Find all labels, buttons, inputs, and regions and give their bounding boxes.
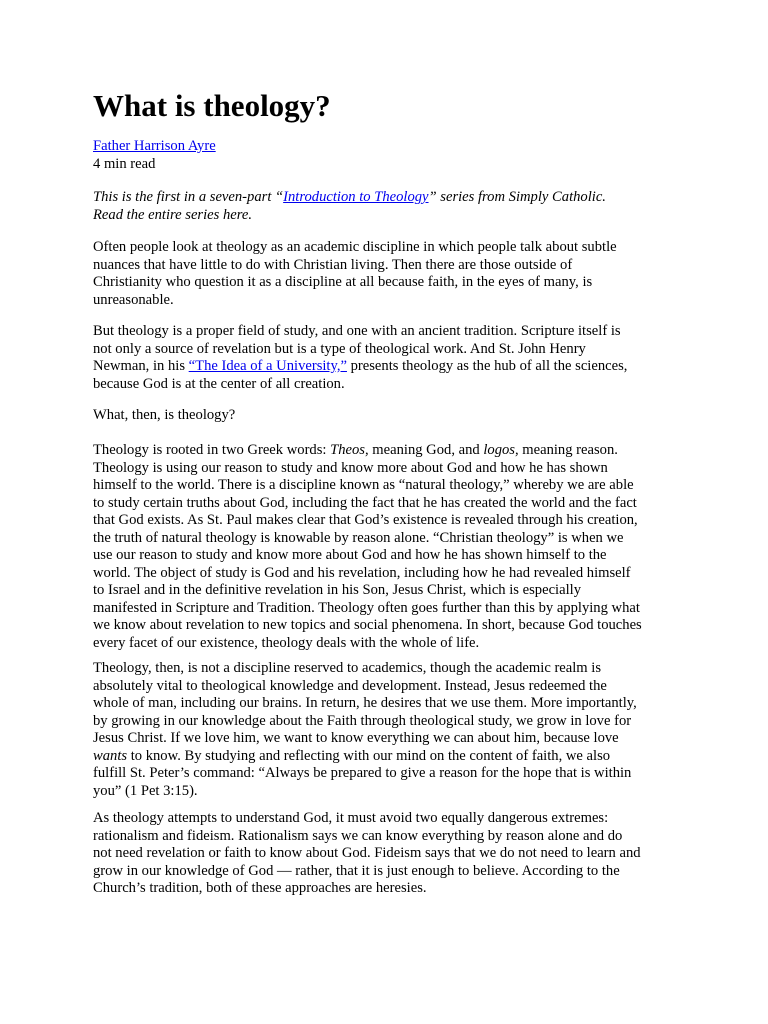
paragraph-line: absolutely vital to theological knowledge and development. Instead, Jesus redeemed the xyxy=(93,677,607,694)
idea-of-university-link[interactable]: “The Idea of a University,” xyxy=(188,358,347,374)
paragraph-line: himself to the world. There is a discipline known as “natural theology,” whereby we are able xyxy=(93,477,634,493)
paragraph-2 xyxy=(93,323,627,393)
paragraph-line: grow in our knowledge of God — rather, that it is just enough to believe. According to the xyxy=(93,862,620,879)
line-text: , meaning reason. xyxy=(514,442,618,458)
term-logos: logos xyxy=(483,442,515,458)
paragraph-line: But theology is a proper field of study, and one with an ancient tradition. Scripture itself is xyxy=(93,323,621,339)
intro-post: ” series from Simply Catholic. xyxy=(428,189,606,205)
paragraph-4 xyxy=(93,442,642,652)
series-link[interactable]: Introduction to Theology xyxy=(283,189,429,205)
paragraph-1 xyxy=(93,239,617,309)
paragraph-line: every facet of our existence, theology deals with the whole of life. xyxy=(93,634,480,651)
paragraph-line: Jesus Christ. If we love him, we want to know everything we can about him, because love xyxy=(93,730,619,746)
paragraph-line xyxy=(93,442,642,460)
paragraph-line: to Israel and in the definitive revelation in his Son, Jesus Christ, which is especially xyxy=(93,582,581,598)
paragraph-line: fulfill St. Peter’s command: “Always be prepared to give a reason for the hope that is within xyxy=(93,765,632,781)
paragraph-line: Church’s tradition, both of these approaches are heresies. xyxy=(93,880,427,896)
paragraph-line: rationalism and fideism. Rationalism says we can know everything by reason alone and do xyxy=(93,827,623,844)
intro-line-2: Read the entire series here. xyxy=(93,206,252,223)
paragraph-5 xyxy=(93,660,637,800)
line-text: , meaning God, and xyxy=(364,442,484,458)
paragraph-line: As theology attempts to understand God, it must avoid two equally dangerous extremes: xyxy=(93,810,609,826)
paragraph-line: manifested in Scripture and Tradition. Theology often goes further than this by applying what xyxy=(93,599,640,616)
paragraph-line: you” (1 Pet 3:15). xyxy=(93,782,198,799)
paragraph-line: world. The object of study is God and his revelation, including how he had revealed himself xyxy=(93,564,631,581)
paragraph-line: unreasonable. xyxy=(93,291,174,308)
paragraph-line: not need revelation or faith to know about God. Fideism says that we do not need to learn and xyxy=(93,845,641,861)
paragraph-6 xyxy=(93,810,641,898)
line-text: to know. By studying and reflecting with our mind on the content of faith, we also xyxy=(127,747,611,764)
paragraph-line: Theology is using our reason to study and know more about God and how he has shown xyxy=(93,459,608,476)
line-text: Theology is rooted in two Greek words: xyxy=(93,442,331,458)
paragraph-line: Christianity who question it as a discipline at all because faith, in the eyes of many, is xyxy=(93,274,593,290)
emphasis-wants: wants xyxy=(93,747,128,764)
read-time: 4 min read xyxy=(93,155,156,172)
paragraph-line: because God is at the center of all creation. xyxy=(93,375,345,392)
paragraph-3 xyxy=(93,407,235,425)
line-text: presents theology as the hub of all the sciences, xyxy=(346,358,628,374)
line-text: Newman, in his xyxy=(93,358,189,374)
paragraph-line: What, then, is theology? xyxy=(93,407,236,423)
paragraph-line: Often people look at theology as an academic discipline in which people talk about subtle xyxy=(93,239,617,255)
byline xyxy=(93,138,216,173)
paragraph-line xyxy=(93,358,627,376)
paragraph-line: to study certain truths about God, including the fact that he has created the world and the fact xyxy=(93,494,637,511)
paragraph-line: not only a source of revelation but is a type of theological work. And St. John Henry xyxy=(93,340,586,357)
paragraph-line: whole of man, including our brains. In return, he desires that we use them. More importantly, xyxy=(93,695,637,711)
paragraph-line: nuances that have little to do with Christian living. Then there are those outside of xyxy=(93,256,573,273)
intro-line-1 xyxy=(93,189,606,207)
paragraph-line xyxy=(93,748,637,766)
intro-pre: This is the first in a seven-part “ xyxy=(93,189,284,205)
paragraph-line: we know about revelation to new topics and social phenomena. In short, because God touches xyxy=(93,617,642,633)
paragraph-line: that God exists. As St. Paul makes clear that God’s existence is revealed through his creation, xyxy=(93,512,638,528)
paragraph-line: by growing in our knowledge about the Faith through theological study, we grow in love for xyxy=(93,712,632,729)
term-theos: Theos xyxy=(330,442,365,458)
paragraph-line: use our reason to study and know more about God and how he has shown himself to the xyxy=(93,547,607,563)
intro-paragraph xyxy=(93,189,606,224)
paragraph-line: the truth of natural theology is knowable by reason alone. “Christian theology” is when we xyxy=(93,529,624,546)
author-link[interactable]: Father Harrison Ayre xyxy=(93,138,216,154)
article-title: What is theology? xyxy=(93,88,331,123)
paragraph-line: Theology, then, is not a discipline reserved to academics, though the academic realm is xyxy=(93,660,602,676)
